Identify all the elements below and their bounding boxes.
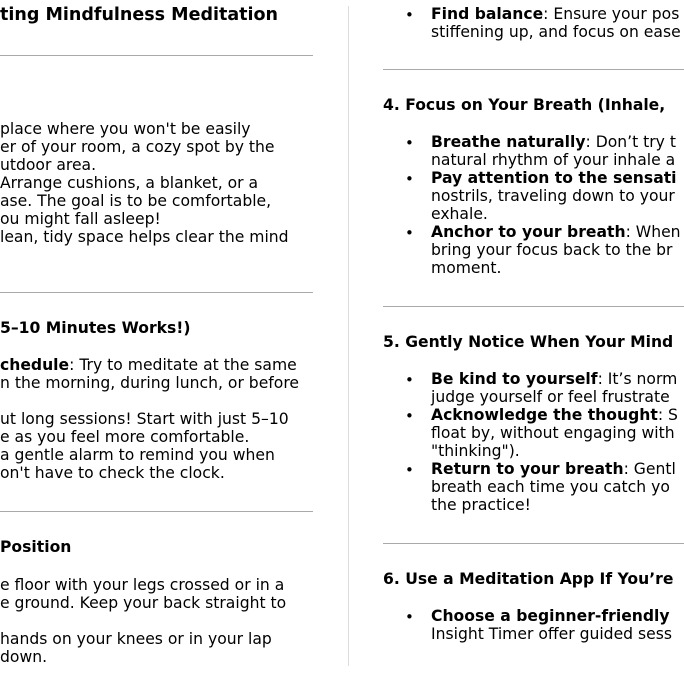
- section-divider: [383, 69, 684, 70]
- section-divider: [383, 306, 684, 307]
- body-line: ase. The goal is to be comfortable,: [0, 192, 272, 210]
- body-line: place where you won't be easily: [0, 120, 251, 138]
- body-line: Acknowledge the thought: S: [431, 406, 678, 424]
- body-line: ou might fall asleep!: [0, 210, 161, 228]
- body-line: chedule: Try to meditate at the same: [0, 356, 297, 374]
- body-line: Be kind to yourself: It’s norm: [431, 370, 678, 388]
- body-line: natural rhythm of your inhale a: [431, 151, 676, 169]
- section-divider: [0, 511, 313, 512]
- body-line: "thinking").: [431, 442, 520, 460]
- section-heading: 5–10 Minutes Works!): [0, 319, 191, 337]
- section-heading: 4. Focus on Your Breath (Inhale,: [383, 96, 666, 114]
- bold-label: Acknowledge the thought: [431, 406, 658, 424]
- bold-label: Find balance: [431, 5, 544, 23]
- body-line: the practice!: [431, 496, 531, 514]
- bullet-icon: •: [405, 224, 414, 242]
- section-heading: 5. Gently Notice When Your Mind: [383, 333, 674, 351]
- bold-label: Anchor to your breath: [431, 223, 626, 241]
- section-heading: 6. Use a Meditation App If You’re: [383, 570, 674, 588]
- body-line: down.: [0, 648, 48, 666]
- section-divider: [0, 55, 313, 56]
- body-line: Breathe naturally: Don’t try t: [431, 133, 676, 151]
- body-line: Insight Timer offer guided sess: [431, 625, 672, 643]
- section-divider: [0, 292, 313, 293]
- body-line: e floor with your legs crossed or in a: [0, 576, 285, 594]
- body-line: e as you feel more comfortable.: [0, 428, 250, 446]
- bold-label: Breathe naturally: [431, 133, 586, 151]
- body-line: hands on your knees or in your lap: [0, 630, 272, 648]
- body-line: n the morning, during lunch, or before: [0, 374, 299, 392]
- bold-label: Pay attention to the sensati: [431, 169, 677, 187]
- body-line: float by, without engaging with: [431, 424, 675, 442]
- body-line: lean, tidy space helps clear the mind: [0, 228, 289, 246]
- body-line: moment.: [431, 259, 502, 277]
- body-line: Arrange cushions, a blanket, or a: [0, 174, 259, 192]
- bullet-icon: •: [405, 608, 414, 626]
- bold-label: Be kind to yourself: [431, 370, 598, 388]
- body-line: breath each time you catch yo: [431, 478, 670, 496]
- body-line: [431, 607, 670, 625]
- body-line: bring your focus back to the br: [431, 241, 673, 259]
- body-line: Find balance: Ensure your pos: [431, 5, 680, 23]
- body-line: ut long sessions! Start with just 5–10: [0, 410, 289, 428]
- body-line: er of your room, a cozy spot by the: [0, 138, 275, 156]
- body-line: Anchor to your breath: When: [431, 223, 681, 241]
- body-line: Return to your breath: Gentl: [431, 460, 676, 478]
- body-line: [431, 169, 677, 187]
- body-line: judge yourself or feel frustrate: [431, 388, 670, 406]
- body-line: exhale.: [431, 205, 488, 223]
- section-heading: Position: [0, 538, 72, 556]
- bold-label: chedule: [0, 356, 70, 374]
- body-line: nostrils, traveling down to your: [431, 187, 675, 205]
- bullet-icon: •: [405, 170, 414, 188]
- bullet-icon: •: [405, 6, 414, 24]
- bullet-icon: •: [405, 407, 414, 425]
- bold-label: Return to your breath: [431, 460, 624, 478]
- bold-label: Choose a beginner-friendly: [431, 607, 670, 625]
- body-line: on't have to check the clock.: [0, 464, 225, 482]
- bullet-icon: •: [405, 371, 414, 389]
- body-line: e ground. Keep your back straight to: [0, 594, 287, 612]
- section-divider: [383, 543, 684, 544]
- article-title: ting Mindfulness Meditation: [0, 5, 278, 25]
- right-column: [349, 0, 684, 679]
- body-line: utdoor area.: [0, 156, 97, 174]
- body-line: a gentle alarm to remind you when: [0, 446, 275, 464]
- bullet-icon: •: [405, 461, 414, 479]
- body-line: stiffening up, and focus on ease: [431, 23, 681, 41]
- bullet-icon: •: [405, 134, 414, 152]
